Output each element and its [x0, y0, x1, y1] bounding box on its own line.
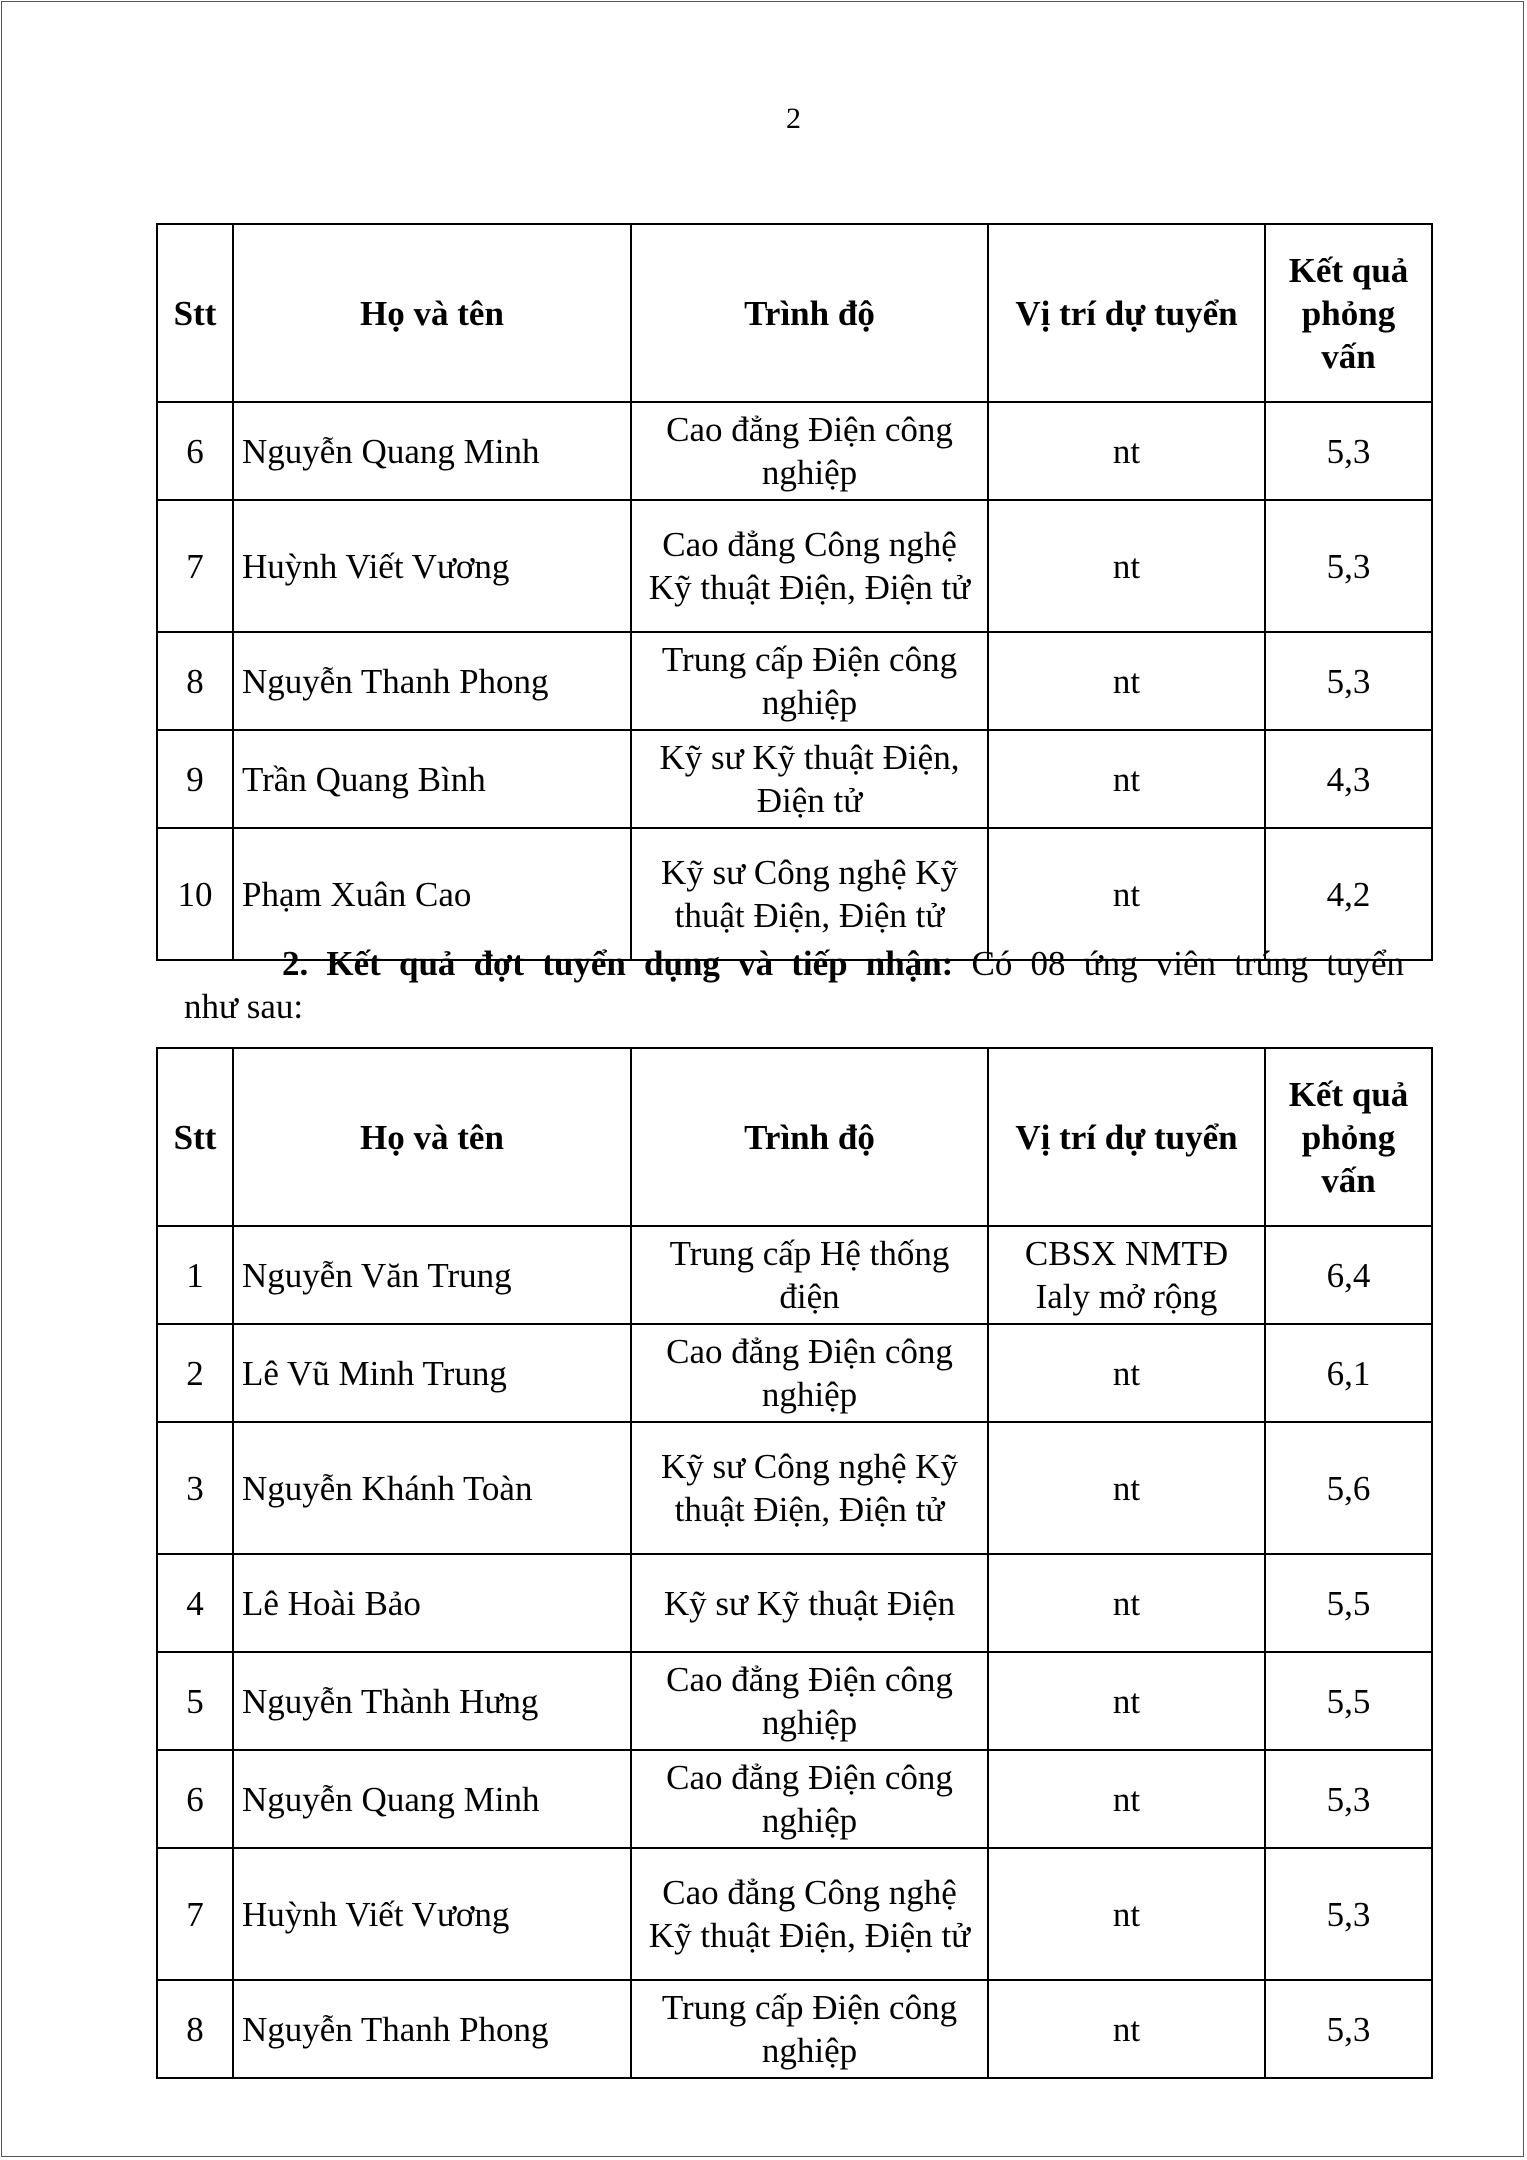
cell-stt: 5 — [157, 1652, 233, 1750]
cell-position: nt — [988, 828, 1265, 960]
cell-score: 4,2 — [1265, 828, 1432, 960]
section-2-line-2: như sau: — [184, 987, 304, 1026]
cell-education: Cao đẳng Công nghệ Kỹ thuật Điện, Điện tử — [631, 500, 988, 632]
cell-education: Trung cấp Điện công nghiệp — [631, 632, 988, 730]
cell-education: Cao đẳng Điện công nghiệp — [631, 1324, 988, 1422]
cell-score: 5,3 — [1265, 1848, 1432, 1980]
cell-education: Kỹ sư Công nghệ Kỹ thuật Điện, Điện tử — [631, 1422, 988, 1554]
cell-name: Nguyễn Thành Hưng — [233, 1652, 631, 1750]
cell-education: Trung cấp Hệ thống điện — [631, 1226, 988, 1324]
cell-name: Nguyễn Thanh Phong — [233, 632, 631, 730]
table-row — [157, 1750, 1432, 1848]
cell-position: nt — [988, 730, 1265, 828]
page-number: 2 — [786, 102, 801, 135]
cell-name: Nguyễn Thanh Phong — [233, 1980, 631, 2078]
header-education: Trình độ — [631, 224, 988, 402]
cell-stt: 6 — [157, 402, 233, 500]
cell-name: Phạm Xuân Cao — [233, 828, 631, 960]
cell-score: 4,3 — [1265, 730, 1432, 828]
table-header-row — [157, 1048, 1432, 1226]
table-row — [157, 632, 1432, 730]
section-2-heading: 2. Kết quả đợt tuyển dụng và tiếp nhận: — [282, 944, 954, 983]
header-stt: Stt — [157, 224, 233, 402]
cell-stt: 7 — [157, 500, 233, 632]
header-score: Kết quả phỏng vấn — [1265, 1048, 1432, 1226]
cell-score: 5,5 — [1265, 1652, 1432, 1750]
cell-position: nt — [988, 1750, 1265, 1848]
cell-stt: 6 — [157, 1750, 233, 1848]
cell-position: nt — [988, 1324, 1265, 1422]
cell-score: 5,5 — [1265, 1554, 1432, 1652]
cell-score: 5,3 — [1265, 402, 1432, 500]
table-header-row — [157, 224, 1432, 402]
cell-education: Cao đẳng Điện công nghiệp — [631, 1652, 988, 1750]
header-position: Vị trí dự tuyển — [988, 1048, 1265, 1226]
cell-score: 5,6 — [1265, 1422, 1432, 1554]
table-row — [157, 1652, 1432, 1750]
table-row — [157, 730, 1432, 828]
cell-name: Nguyễn Quang Minh — [233, 1750, 631, 1848]
cell-name: Trần Quang Bình — [233, 730, 631, 828]
cell-score: 6,4 — [1265, 1226, 1432, 1324]
results-table-2 — [156, 1047, 1433, 2079]
section-2-line-1 — [184, 942, 1404, 985]
cell-position: nt — [988, 1554, 1265, 1652]
cell-stt: 2 — [157, 1324, 233, 1422]
header-name: Họ và tên — [233, 1048, 631, 1226]
table-row — [157, 1422, 1432, 1554]
cell-name: Lê Vũ Minh Trung — [233, 1324, 631, 1422]
header-name: Họ và tên — [233, 224, 631, 402]
cell-stt: 3 — [157, 1422, 233, 1554]
cell-score: 6,1 — [1265, 1324, 1432, 1422]
cell-stt: 1 — [157, 1226, 233, 1324]
section-2-text: Có 08 ứng viên trúng tuyển — [971, 944, 1405, 983]
header-position: Vị trí dự tuyển — [988, 224, 1265, 402]
cell-position: nt — [988, 402, 1265, 500]
results-table-1 — [156, 223, 1433, 961]
cell-name: Nguyễn Văn Trung — [233, 1226, 631, 1324]
header-education: Trình độ — [631, 1048, 988, 1226]
header-score: Kết quả phỏng vấn — [1265, 224, 1432, 402]
cell-position: nt — [988, 500, 1265, 632]
cell-stt: 9 — [157, 730, 233, 828]
section-2-paragraph — [184, 942, 1404, 1028]
cell-name: Lê Hoài Bảo — [233, 1554, 631, 1652]
table-row — [157, 500, 1432, 632]
cell-stt: 8 — [157, 632, 233, 730]
cell-name: Huỳnh Viết Vương — [233, 1848, 631, 1980]
table-row — [157, 1554, 1432, 1652]
cell-score: 5,3 — [1265, 1750, 1432, 1848]
cell-position: nt — [988, 1980, 1265, 2078]
cell-position: CBSX NMTĐ Ialy mở rộng — [988, 1226, 1265, 1324]
cell-stt: 7 — [157, 1848, 233, 1980]
table-row — [157, 828, 1432, 960]
cell-name: Huỳnh Viết Vương — [233, 500, 631, 632]
cell-education: Cao đẳng Điện công nghiệp — [631, 1750, 988, 1848]
cell-position: nt — [988, 1848, 1265, 1980]
cell-stt: 8 — [157, 1980, 233, 2078]
table-row — [157, 1226, 1432, 1324]
table-row — [157, 1324, 1432, 1422]
cell-name: Nguyễn Quang Minh — [233, 402, 631, 500]
cell-education: Cao đẳng Điện công nghiệp — [631, 402, 988, 500]
table-row — [157, 1980, 1432, 2078]
cell-position: nt — [988, 1422, 1265, 1554]
header-stt: Stt — [157, 1048, 233, 1226]
cell-education: Cao đẳng Công nghệ Kỹ thuật Điện, Điện tử — [631, 1848, 988, 1980]
cell-education: Kỹ sư Kỹ thuật Điện — [631, 1554, 988, 1652]
cell-score: 5,3 — [1265, 632, 1432, 730]
cell-score: 5,3 — [1265, 500, 1432, 632]
cell-education: Kỹ sư Công nghệ Kỹ thuật Điện, Điện tử — [631, 828, 988, 960]
cell-position: nt — [988, 632, 1265, 730]
cell-education: Kỹ sư Kỹ thuật Điện, Điện tử — [631, 730, 988, 828]
cell-stt: 4 — [157, 1554, 233, 1652]
table-row — [157, 1848, 1432, 1980]
cell-score: 5,3 — [1265, 1980, 1432, 2078]
cell-name: Nguyễn Khánh Toàn — [233, 1422, 631, 1554]
cell-position: nt — [988, 1652, 1265, 1750]
table-row — [157, 402, 1432, 500]
cell-stt: 10 — [157, 828, 233, 960]
cell-education: Trung cấp Điện công nghiệp — [631, 1980, 988, 2078]
